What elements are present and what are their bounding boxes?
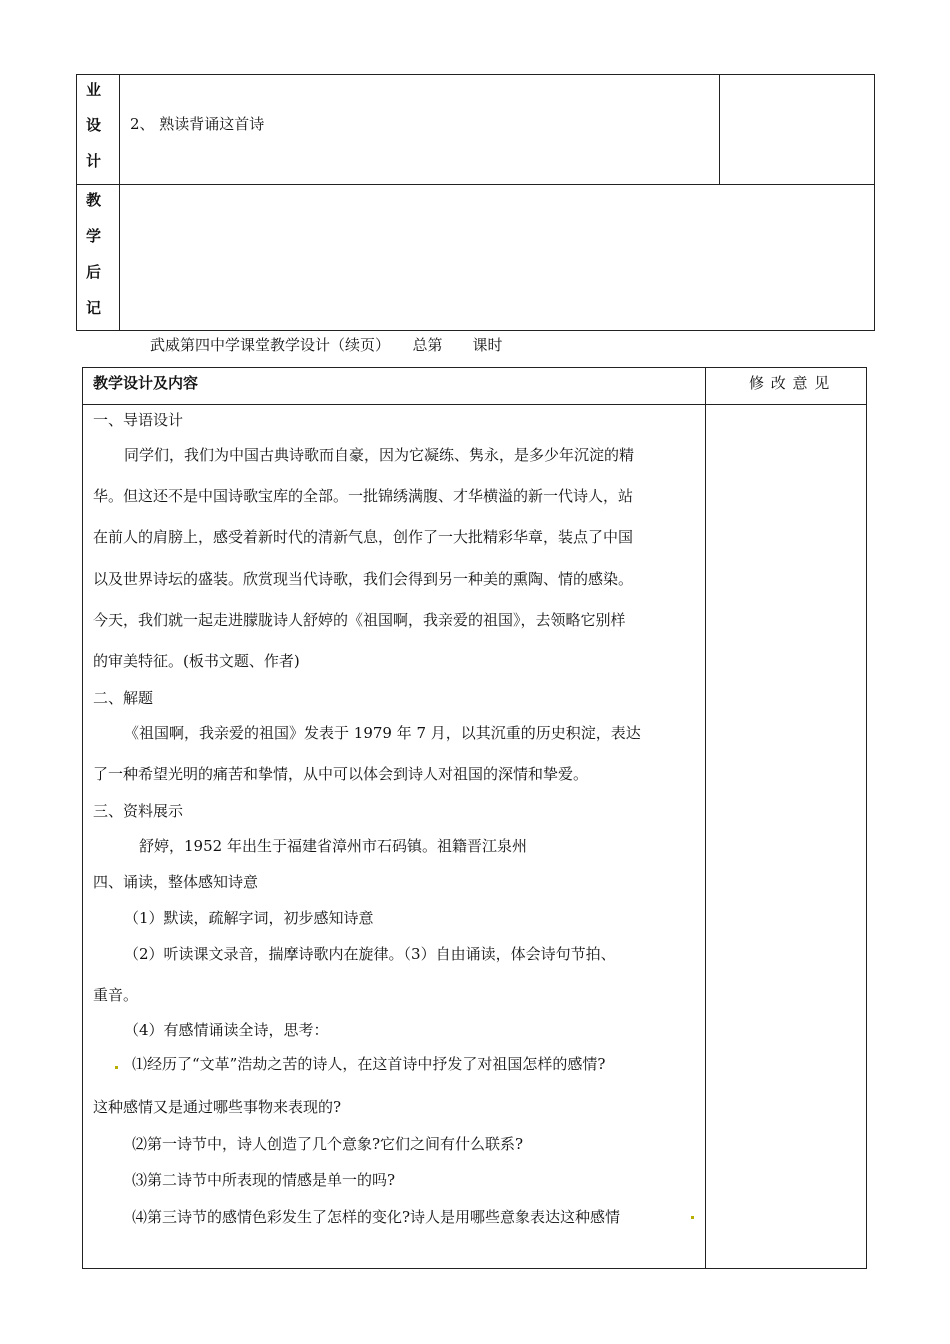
table-border: [82, 367, 867, 368]
list-item: （4）有感情诵读全诗，思考：: [124, 1021, 329, 1039]
list-item: 重音。: [93, 986, 139, 1004]
paragraph-line: 在前人的肩膀上，感受着新时代的清新气息，创作了一大批精彩华章，装点了中国: [93, 528, 634, 546]
row-label-char: 计: [86, 152, 102, 170]
table-border: [82, 404, 867, 405]
section-heading: 四、诵读，整体感知诗意: [93, 873, 259, 891]
paragraph-line: 华。但这还不是中国诗歌宝库的全部。一批锦绣满腹、才华横溢的新一代诗人，站: [93, 487, 634, 505]
paragraph-line: 的审美特征。(板书文题、作者): [93, 652, 300, 670]
table-border: [76, 184, 875, 185]
question-line: 这种感情又是通过哪些事物来表现的?: [93, 1098, 342, 1116]
paragraph-line: 同学们，我们为中国古典诗歌而自豪，因为它凝练、隽永，是多少年沉淀的精: [124, 446, 635, 464]
table-border: [76, 330, 875, 331]
marker-dot: [115, 1066, 118, 1069]
question-line: ⑴经历了“文革”浩劫之苦的诗人，在这首诗中抒发了对祖国怎样的感情?: [132, 1055, 606, 1073]
table-border: [82, 1268, 867, 1269]
table-border: [119, 74, 120, 331]
page-header: 武威第四中学课堂教学设计（续页） 总第 课时: [150, 336, 503, 354]
list-item: （1）默读，疏解字词，初步感知诗意: [124, 909, 374, 927]
question-line: ⑶第二诗节中所表现的情感是单一的吗?: [132, 1171, 396, 1189]
row-label-char: 学: [86, 227, 102, 245]
table-border: [76, 74, 77, 331]
homework-item: 2、 熟读背诵这首诗: [130, 115, 265, 133]
paragraph-line: 以及世界诗坛的盛装。欣赏现当代诗歌，我们会得到另一种美的熏陶、情的感染。: [93, 570, 634, 588]
paragraph-line: 舒婷，1952 年出生于福建省漳州市石码镇。祖籍晋江泉州: [139, 837, 527, 855]
section-heading: 一、导语设计: [93, 411, 184, 429]
section-heading: 二、解题: [93, 689, 154, 707]
table-border: [76, 74, 875, 75]
row-label-char: 教: [86, 191, 102, 209]
table-border: [874, 74, 875, 331]
row-label-char: 后: [86, 263, 102, 281]
row-label-char: 设: [86, 116, 102, 134]
paragraph-line: 了一种希望光明的痛苦和挚情，从中可以体会到诗人对祖国的深情和挚爱。: [93, 765, 589, 783]
content-column-header: 教学设计及内容: [93, 374, 199, 392]
row-label-char: 业: [86, 81, 102, 99]
paragraph-line: 《祖国啊，我亲爱的祖国》发表于 1979 年 7 月，以其沉重的历史积淀，表达: [124, 724, 641, 742]
table-border: [82, 367, 83, 1269]
table-border: [866, 367, 867, 1269]
list-item: （2）听读课文录音，揣摩诗歌内在旋律。（3）自由诵读，体会诗句节拍、: [124, 945, 616, 963]
table-border: [705, 367, 706, 1269]
marker-dot: [691, 1216, 694, 1219]
question-line: ⑷第三诗节的感情色彩发生了怎样的变化?诗人是用哪些意象表达这种感情: [132, 1208, 621, 1226]
table-border: [719, 74, 720, 185]
row-label-char: 记: [86, 299, 102, 317]
section-heading: 三、资料展示: [93, 802, 184, 820]
paragraph-line: 今天，我们就一起走进朦胧诗人舒婷的《祖国啊，我亲爱的祖国》，去领略它别样: [93, 611, 626, 629]
revision-column-header: 修 改 意 见: [749, 374, 831, 392]
question-line: ⑵第一诗节中，诗人创造了几个意象?它们之间有什么联系?: [132, 1135, 524, 1153]
